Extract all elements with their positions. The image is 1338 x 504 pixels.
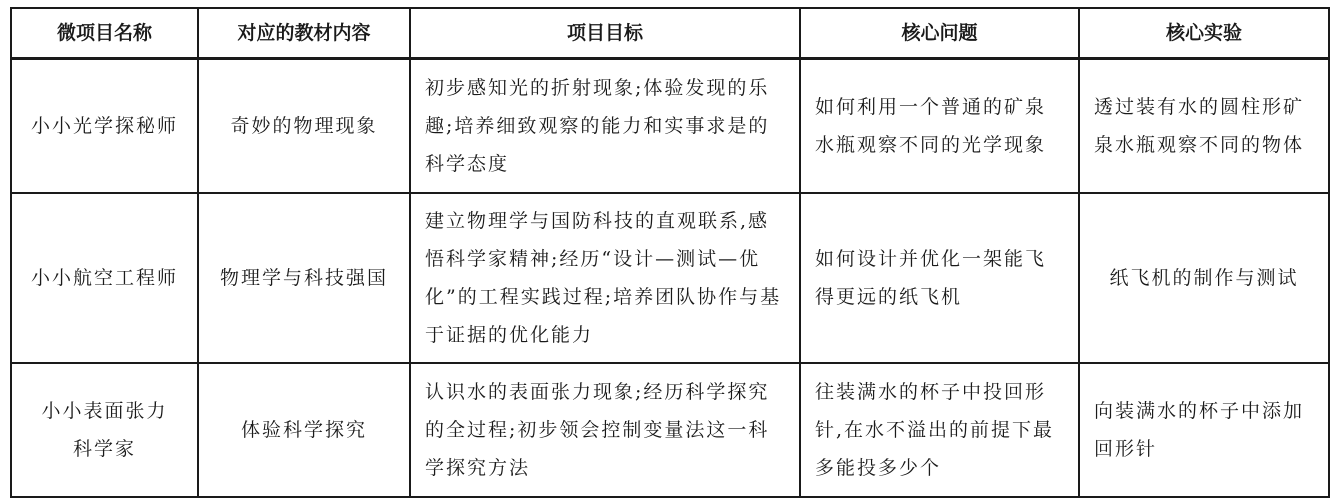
cell-textbook-content: 奇妙的物理现象 xyxy=(198,59,410,194)
cell-project-name: 小小航空工程师 xyxy=(11,193,198,363)
header-core-question: 核心问题 xyxy=(800,8,1079,59)
cell-project-goal: 认识水的表面张力现象;经历科学探究的全过程;初步领会控制变量法这一科学探究方法 xyxy=(410,363,800,497)
cell-core-experiment: 向装满水的杯子中添加回形针 xyxy=(1079,363,1329,497)
table-header-row xyxy=(11,8,1329,59)
header-project-name: 微项目名称 xyxy=(11,8,198,59)
cell-project-name: 小小表面张力科学家 xyxy=(11,363,198,497)
header-core-experiment: 核心实验 xyxy=(1079,8,1329,59)
cell-core-experiment: 透过装有水的圆柱形矿泉水瓶观察不同的物体 xyxy=(1079,59,1329,194)
table-row xyxy=(11,59,1329,194)
cell-project-goal: 初步感知光的折射现象;体验发现的乐趣;培养细致观察的能力和实事求是的科学态度 xyxy=(410,59,800,194)
project-table xyxy=(10,7,1330,498)
cell-project-goal: 建立物理学与国防科技的直观联系,感悟科学家精神;经历“设计—测试—优化”的工程实践过程;培养团队协作与基于证据的优化能力 xyxy=(410,193,800,363)
cell-core-question: 如何设计并优化一架能飞得更远的纸飞机 xyxy=(800,193,1079,363)
cell-textbook-content: 物理学与科技强国 xyxy=(198,193,410,363)
cell-textbook-content: 体验科学探究 xyxy=(198,363,410,497)
header-textbook-content: 对应的教材内容 xyxy=(198,8,410,59)
cell-project-name: 小小光学探秘师 xyxy=(11,59,198,194)
header-project-goal: 项目目标 xyxy=(410,8,800,59)
cell-core-question: 往装满水的杯子中投回形针,在水不溢出的前提下最多能投多少个 xyxy=(800,363,1079,497)
table-row xyxy=(11,363,1329,497)
table-row xyxy=(11,193,1329,363)
cell-core-experiment: 纸飞机的制作与测试 xyxy=(1079,193,1329,363)
cell-core-question: 如何利用一个普通的矿泉水瓶观察不同的光学现象 xyxy=(800,59,1079,194)
